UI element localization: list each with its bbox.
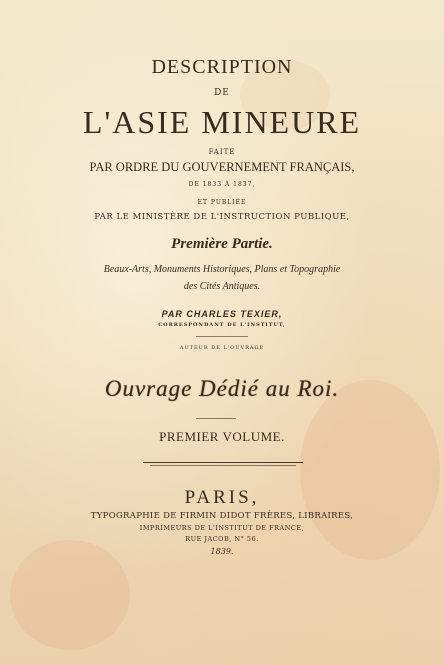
divider (196, 336, 248, 337)
date-range: DE 1833 À 1837, (188, 181, 256, 188)
printer-line: TYPOGRAPHIE DE FIRMIN DIDOT FRÈRES, LIBRAIRES, (90, 511, 354, 521)
foxing-stain (10, 540, 130, 650)
ministry-line: PAR LE MINISTÈRE DE L'INSTRUCTION PUBLIQUE, (94, 212, 350, 222)
volume-label: PREMIER VOLUME. (159, 429, 285, 444)
author-title: CORRESPONDANT DE L'INSTITUT, (158, 322, 286, 328)
part-heading: Première Partie. (171, 236, 273, 252)
author-note: AUTEUR DE L'OUVRAGE (179, 345, 265, 351)
address-line: RUE JACOB, N° 56. (185, 535, 259, 543)
published-label: ET PUBLIÉE (197, 199, 247, 206)
order-line: PAR ORDRE DU GOUVERNEMENT FRANÇAIS, (89, 160, 355, 174)
dedication-line: Ouvrage Dédié au Roi. (104, 376, 340, 401)
faite-label: FAITE (208, 148, 236, 156)
printer-title: IMPRIMEURS DE L'INSTITUT DE FRANCE, (139, 524, 305, 532)
title-line-1: DESCRIPTION (151, 56, 293, 78)
title-connector: DE (214, 88, 230, 98)
subject-line: Beaux-Arts, Monuments Historiques, Plans et Topographie (103, 264, 341, 275)
divider (150, 465, 296, 466)
author-line: PAR CHARLES TEXIER, (161, 309, 283, 319)
publication-year: 1839. (210, 547, 234, 556)
foxing-stain (300, 380, 440, 560)
divider (143, 462, 303, 463)
divider (196, 418, 236, 419)
subject-line-2: des Cités Antiques. (183, 281, 261, 292)
city-line: PARIS, (184, 487, 260, 508)
title-line-2: L'ASIE MINEURE (82, 104, 362, 140)
